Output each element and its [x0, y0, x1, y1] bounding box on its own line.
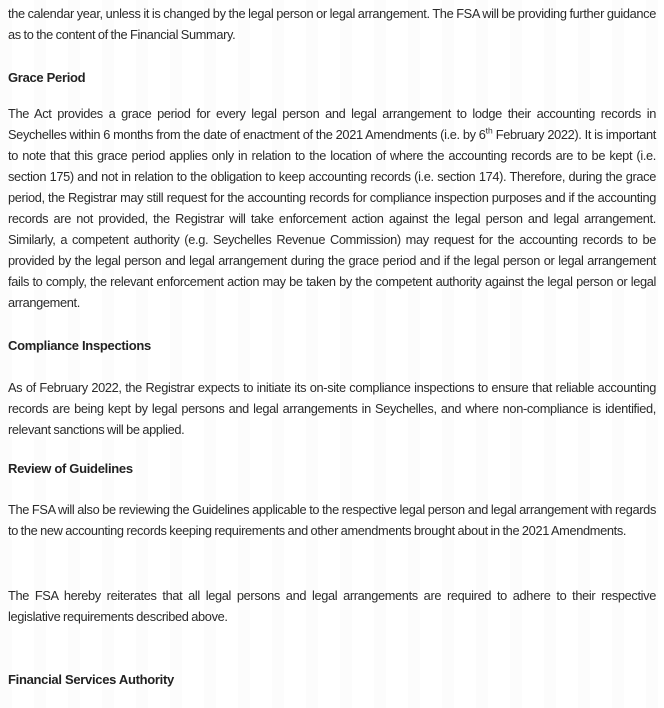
section-heading-grace-period: Grace Period: [8, 70, 86, 85]
signature-financial-services-authority: Financial Services Authority: [8, 672, 174, 687]
grace-period-text-before-superscript: The Act provides a grace period for every legal person and legal arrangement to lodge their accounting records in Seychelles within 6 months from the date of enactment of the 2021 Amendments (i.e. by 6: [8, 106, 656, 142]
ordinal-superscript: th: [485, 125, 493, 136]
review-of-guidelines-paragraph: The FSA will also be reviewing the Guidelines applicable to the respective legal person and legal arrangement with regards to the new accounting records keeping requirements and other amendments brought about in the 2021 Amendments.: [8, 502, 656, 538]
compliance-inspections-paragraph: As of February 2022, the Registrar expects to initiate its on-site compliance inspections to ensure that reliable accounting records are being kept by legal persons and legal arrangements in Seychelles, and where non-compliance is identified, relevant sanctions will be applied.: [8, 380, 656, 437]
closing-paragraph: The FSA hereby reiterates that all legal persons and legal arrangements are required to adhere to their respective legislative requirements described above.: [8, 588, 656, 624]
section-heading-review-of-guidelines: Review of Guidelines: [8, 461, 133, 476]
section-heading-compliance-inspections: Compliance Inspections: [8, 338, 151, 353]
intro-paragraph: the calendar year, unless it is changed by the legal person or legal arrangement. The FSA will be providing further guidance as to the content of the Financial Summary.: [8, 6, 656, 42]
grace-period-text-after-superscript: February 2022). It is important to note that this grace period applies only in relation to the location of where the accounting records are to be kept (i.e. section 175) and not in relation to the obligation to keep accounting records (i.e. section 174). Therefore, during the grace period, the Registrar may still request for the accounting records for compliance inspection purposes and if the accounting records are not provided, the Registrar will take enforcement action against the legal person and legal arrangement. Similarly, a competent authority (e.g. Seychelles Revenue Commission) may request for the accounting records to be provided by the legal person and legal arrangement during the grace period and if the legal person or legal arrangement fails to comply, the relevant enforcement action may be taken by the competent authority against the legal person or legal arrangement.: [8, 127, 657, 310]
grace-period-paragraph: [8, 103, 656, 313]
